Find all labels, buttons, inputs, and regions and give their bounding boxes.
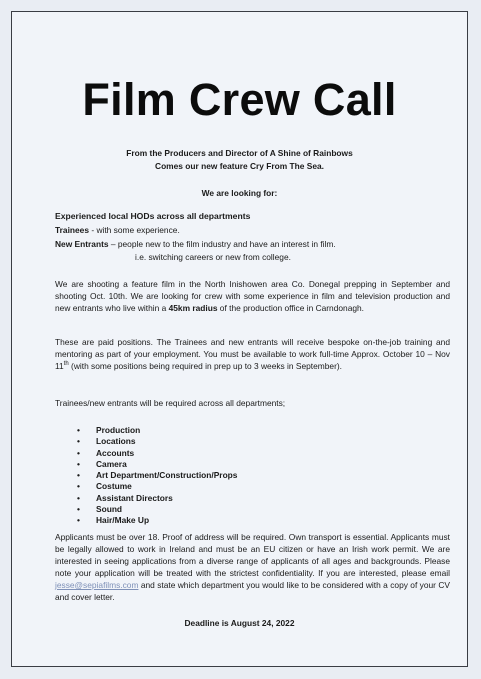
department-item bbox=[77, 436, 237, 447]
department-label: Accounts bbox=[96, 447, 135, 458]
hods-line: Experienced local HODs across all departments bbox=[55, 211, 251, 221]
department-label: Costume bbox=[96, 481, 132, 492]
new-entrants-example: i.e. switching careers or new from college. bbox=[135, 252, 291, 262]
page-title: Film Crew Call bbox=[82, 74, 397, 125]
department-item bbox=[77, 425, 237, 436]
new-entrants-label: New Entrants bbox=[55, 239, 109, 249]
department-item bbox=[77, 493, 237, 504]
date-suffix: th bbox=[63, 361, 69, 368]
applicants-text-b: and state which department you would like to be considered with a copy of your CV and cover letter. bbox=[55, 579, 450, 602]
department-item bbox=[77, 481, 237, 492]
department-label: Hair/Make Up bbox=[96, 515, 150, 526]
paid-text-a: These are paid positions. The Trainees and new entrants will receive bespoke on-the-job training and mentoring as part of your employment. You must be available to work full-time Approx. October 10 – Nov 11 bbox=[55, 337, 450, 371]
paid-positions-paragraph bbox=[55, 337, 450, 373]
new-entrants-text: – people new to the film industry and have an interest in film. bbox=[108, 239, 336, 249]
department-label: Production bbox=[96, 425, 141, 435]
department-item bbox=[77, 448, 237, 459]
bullet-icon: • bbox=[77, 436, 80, 447]
paid-text-b: (with some positions being required in prep up to 3 weeks in September). bbox=[68, 360, 342, 371]
looking-for-heading: We are looking for: bbox=[201, 188, 278, 198]
department-label: Sound bbox=[96, 504, 123, 515]
trainees-line bbox=[55, 225, 450, 237]
shooting-text-b: of the production office in Carndonagh. bbox=[217, 302, 364, 313]
department-label: Assistant Directors bbox=[96, 492, 173, 503]
shooting-text-a: We are shooting a feature film in the North Inishowen area Co. Donegal prepping in September and shooting Oct. 10th. We are looking for crew with some experience in film and television production and new entrants who live within a bbox=[55, 279, 450, 313]
departments-intro: Trainees/new entrants will be required across all departments; bbox=[55, 398, 286, 408]
radius-text: 45km radius bbox=[168, 302, 218, 313]
bullet-icon: • bbox=[77, 425, 80, 435]
intro-line-2: Comes our new feature Cry From The Sea. bbox=[155, 161, 324, 171]
intro-line-1: From the Producers and Director of A Shine of Rainbows bbox=[126, 148, 353, 158]
shooting-paragraph bbox=[55, 279, 450, 315]
bullet-icon: • bbox=[77, 470, 80, 481]
bullet-icon: • bbox=[77, 481, 80, 492]
department-item bbox=[77, 504, 237, 515]
department-label: Camera bbox=[96, 458, 127, 469]
trainees-text: - with some experience. bbox=[89, 225, 180, 235]
bullet-icon: • bbox=[77, 492, 80, 503]
bullet-icon: • bbox=[77, 504, 80, 515]
applicants-text-a: Applicants must be over 18. Proof of address will be required. Own transport is essential. Applicants must be legally allowed to work in Ireland and must be an EU citizen or have an Irish work permit. We are interested in seeing applications from a diverse range of applicants of all ages and backgrounds. Please note your application will be treated with the strictest confidentiality. If you are interested, please email bbox=[55, 532, 450, 578]
department-label: Art Department/Construction/Props bbox=[96, 470, 238, 481]
bullet-icon: • bbox=[77, 447, 80, 458]
flyer-page bbox=[11, 11, 468, 667]
departments-list bbox=[77, 425, 237, 527]
email-link[interactable]: jesse@sepiafilms.com bbox=[55, 579, 139, 590]
department-item bbox=[77, 459, 237, 470]
trainees-label: Trainees bbox=[55, 225, 89, 235]
department-label: Locations bbox=[96, 436, 136, 447]
department-item bbox=[77, 470, 237, 481]
new-entrants-line bbox=[55, 239, 450, 251]
deadline-line: Deadline is August 24, 2022 bbox=[184, 618, 295, 628]
bullet-icon: • bbox=[77, 458, 80, 469]
bullet-icon: • bbox=[77, 515, 80, 526]
department-item bbox=[77, 515, 237, 526]
applicants-paragraph bbox=[55, 532, 450, 604]
